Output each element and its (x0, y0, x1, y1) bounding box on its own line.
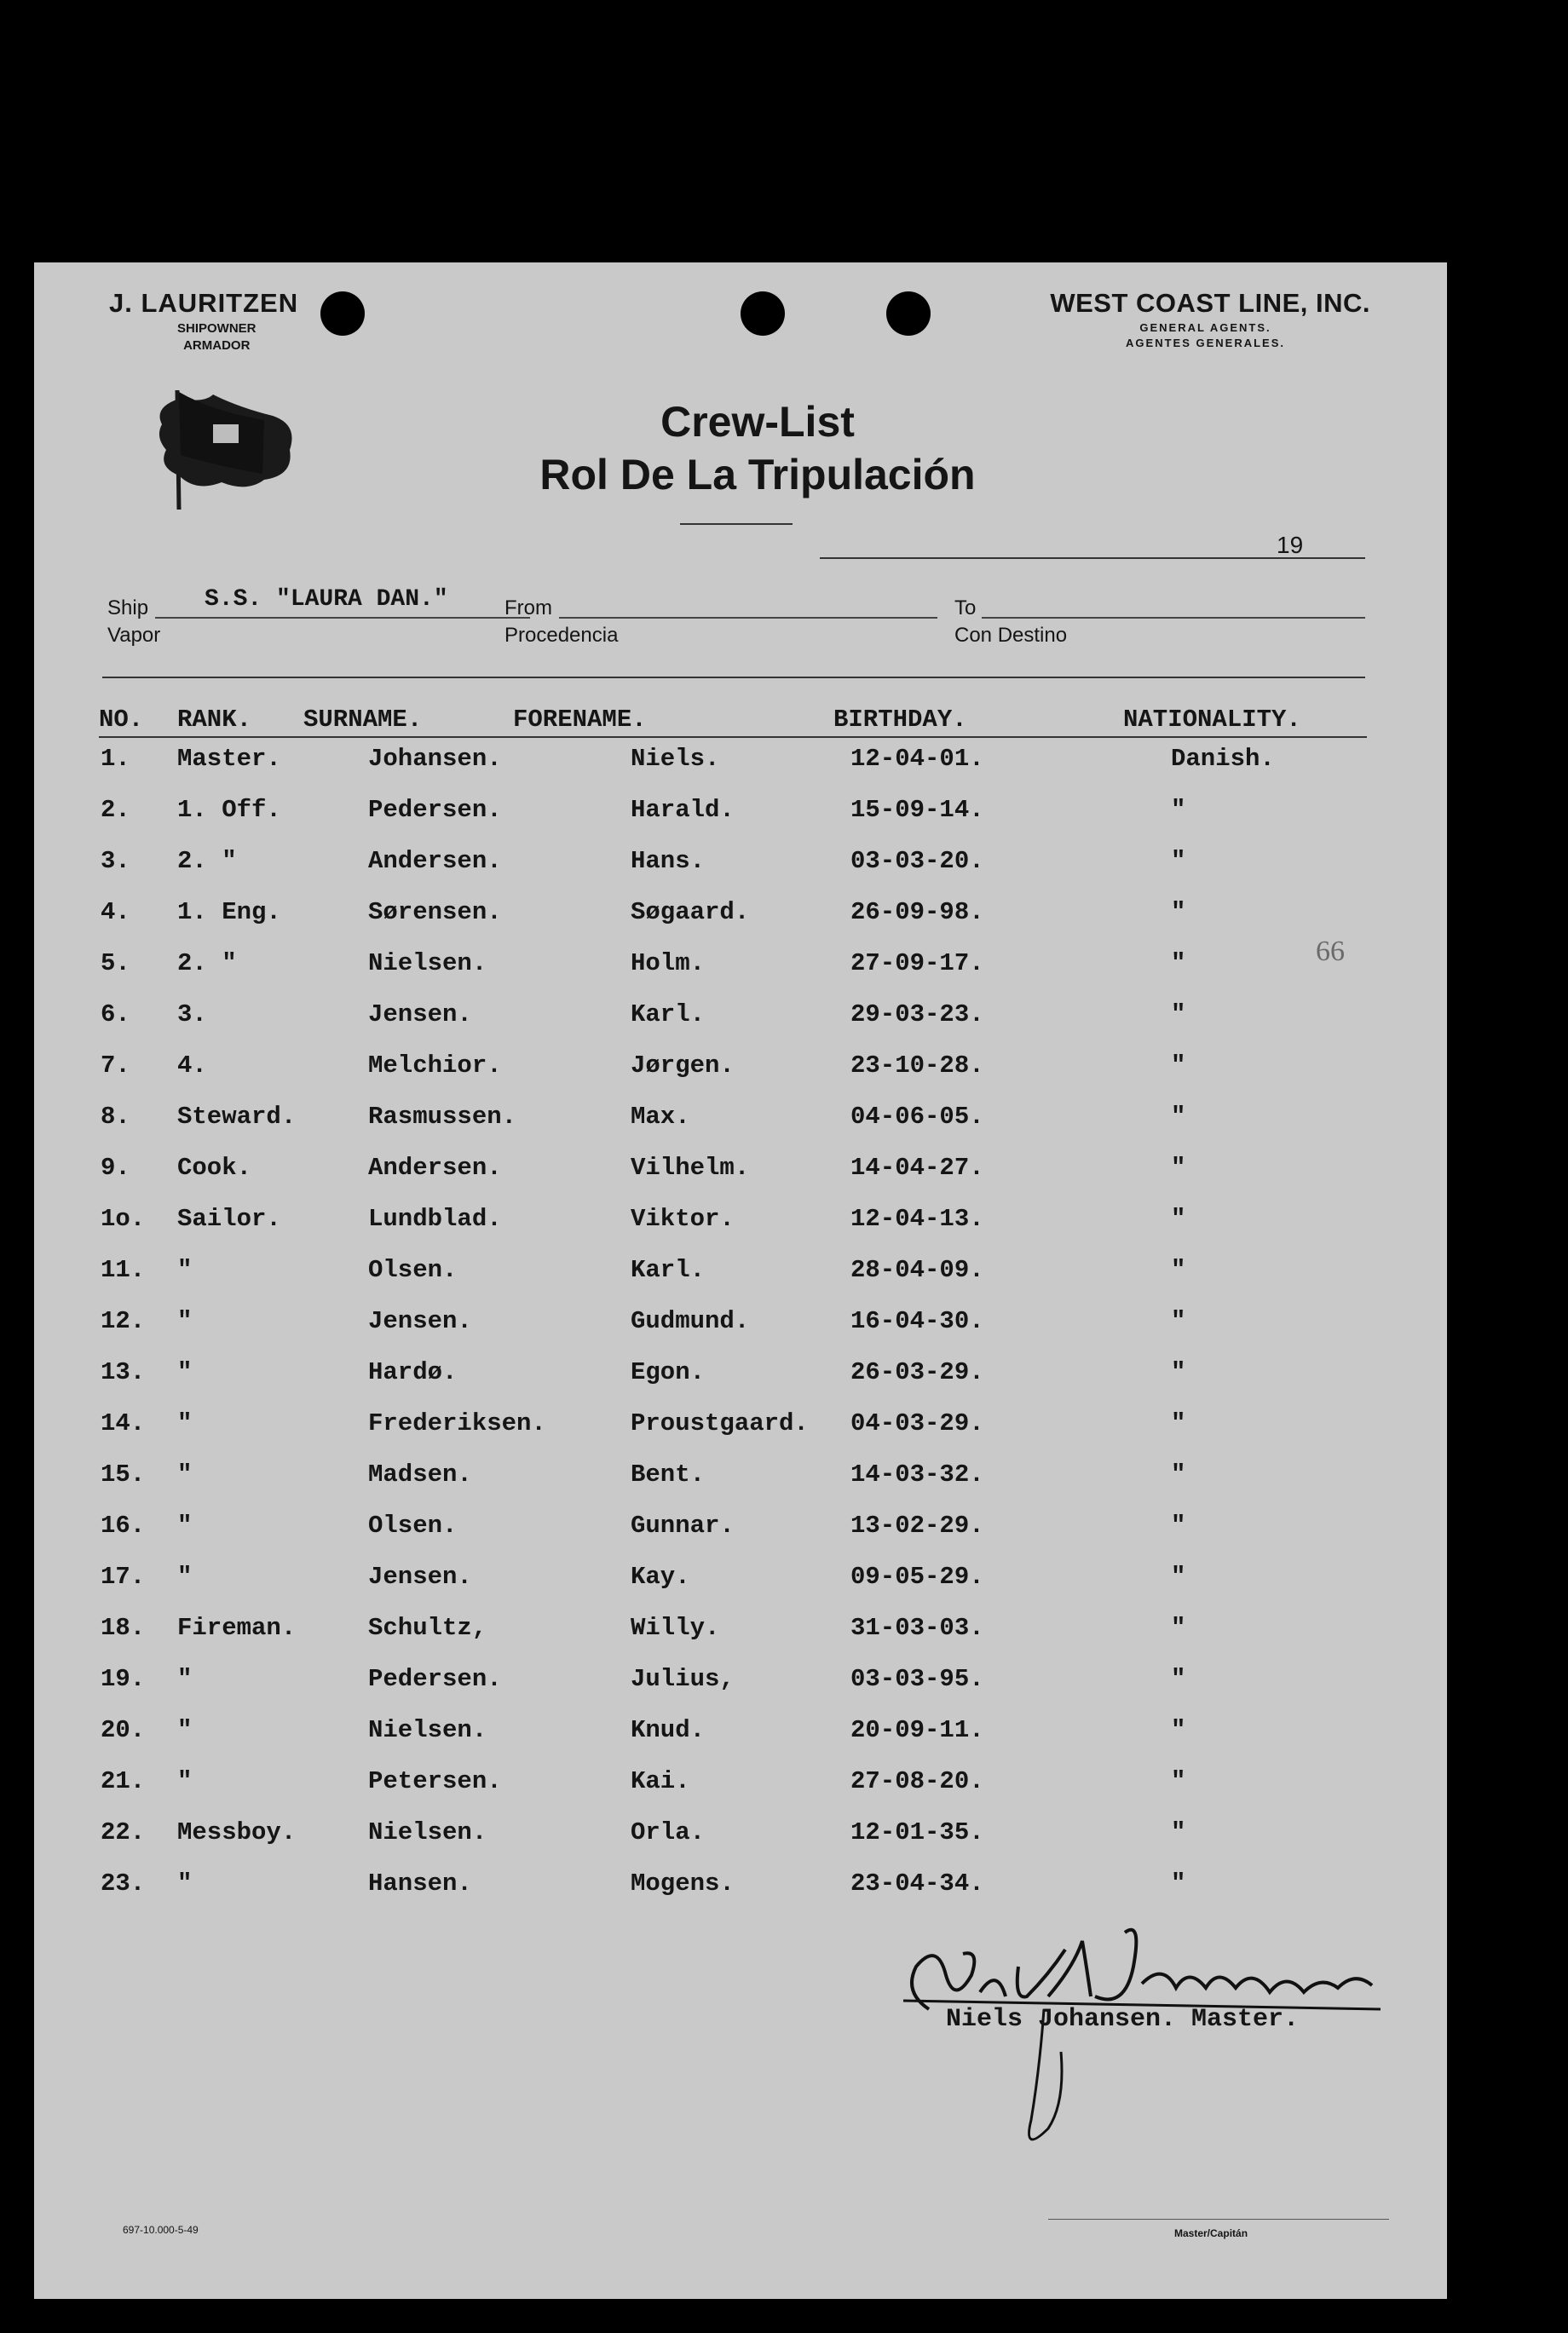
crew-birthday: 27-08-20. (850, 1767, 984, 1795)
crew-birthday: 04-06-05. (850, 1103, 984, 1131)
crew-nationality: " (1171, 1665, 1186, 1693)
owner-subtitle (177, 320, 257, 354)
column-header-birthday: BIRTHDAY. (833, 706, 967, 734)
crew-nationality: " (1171, 1818, 1186, 1846)
crew-rank: 1. Eng. (177, 898, 281, 926)
crew-rank: " (177, 1409, 193, 1437)
crew-nationality: " (1171, 847, 1186, 875)
crew-surname: Petersen. (368, 1767, 502, 1795)
crew-no: 22. (101, 1818, 146, 1846)
crew-nationality: " (1171, 1767, 1186, 1795)
crew-no: 9. (101, 1154, 130, 1182)
crew-surname: Johansen. (368, 745, 502, 773)
crew-rank: " (177, 1869, 193, 1898)
crew-forename: Niels. (631, 745, 720, 773)
crew-no: 13. (101, 1358, 146, 1386)
crew-list-sheet (34, 262, 1447, 2299)
crew-birthday: 14-04-27. (850, 1154, 984, 1182)
crew-forename: Vilhelm. (631, 1154, 750, 1182)
crew-rank: Cook. (177, 1154, 252, 1182)
to-label: To (954, 596, 977, 619)
crew-rank: 4. (177, 1051, 207, 1080)
agent-subtitle (1126, 320, 1285, 351)
crew-nationality: " (1171, 1307, 1186, 1335)
crew-rank: Steward. (177, 1103, 297, 1131)
crew-surname: Olsen. (368, 1256, 458, 1284)
crew-surname: Andersen. (368, 1154, 502, 1182)
crew-rank: " (177, 1716, 193, 1744)
crew-forename: Proustgaard. (631, 1409, 809, 1437)
crew-no: 15. (101, 1460, 146, 1489)
crew-surname: Frederiksen. (368, 1409, 546, 1437)
crew-surname: Sørensen. (368, 898, 502, 926)
column-header-surname: SURNAME. (303, 706, 423, 734)
crew-no: 4. (101, 898, 130, 926)
crew-rank: Messboy. (177, 1818, 297, 1846)
crew-forename: Knud. (631, 1716, 706, 1744)
crew-no: 20. (101, 1716, 146, 1744)
handwritten-signature (869, 1915, 1432, 2171)
crew-rank: Master. (177, 745, 281, 773)
crew-birthday: 26-09-98. (850, 898, 984, 926)
crew-forename: Orla. (631, 1818, 706, 1846)
crew-birthday: 12-04-13. (850, 1205, 984, 1233)
crew-birthday: 27-09-17. (850, 949, 984, 977)
column-header-underline (99, 736, 1367, 738)
owner-subtitle-en: SHIPOWNER (177, 321, 257, 336)
page-subtitle: Rol De La Tripulación (539, 451, 976, 498)
crew-surname: Jensen. (368, 1307, 472, 1335)
crew-surname: Hansen. (368, 1869, 472, 1898)
crew-forename: Bent. (631, 1460, 706, 1489)
crew-rank: Fireman. (177, 1614, 297, 1642)
crew-rank: " (177, 1665, 193, 1693)
crew-birthday: 23-10-28. (850, 1051, 984, 1080)
master-signature-label: Master/Capitán (1174, 2227, 1248, 2239)
crew-surname: Jensen. (368, 1000, 472, 1028)
crew-no: 12. (101, 1307, 146, 1335)
agent-name: WEST COAST LINE, INC. (1050, 288, 1370, 318)
date-year: 19 (1277, 532, 1304, 558)
crew-nationality: " (1171, 1716, 1186, 1744)
to-label-es: Con Destino (954, 624, 1068, 647)
crew-no: 7. (101, 1051, 130, 1080)
punch-hole (741, 291, 785, 336)
crew-nationality: " (1171, 1103, 1186, 1131)
crew-birthday: 12-04-01. (850, 745, 984, 773)
crew-birthday: 13-02-29. (850, 1512, 984, 1540)
crew-forename: Egon. (631, 1358, 706, 1386)
crew-birthday: 03-03-95. (850, 1665, 984, 1693)
crew-birthday: 03-03-20. (850, 847, 984, 875)
owner-subtitle-es: ARMADOR (183, 338, 251, 353)
crew-forename: Harald. (631, 796, 735, 824)
crew-no: 18. (101, 1614, 146, 1642)
crew-surname: Olsen. (368, 1512, 458, 1540)
crew-rank: " (177, 1307, 193, 1335)
crew-birthday: 16-04-30. (850, 1307, 984, 1335)
crew-rank: 1. Off. (177, 796, 281, 824)
crew-no: 3. (101, 847, 130, 875)
crew-nationality: " (1171, 1256, 1186, 1284)
crew-birthday: 23-04-34. (850, 1869, 984, 1898)
to-underline (982, 617, 1365, 619)
from-label: From (504, 596, 552, 619)
crew-forename: Søgaard. (631, 898, 750, 926)
crew-surname: Lundblad. (368, 1205, 502, 1233)
crew-no: 21. (101, 1767, 146, 1795)
crew-surname: Pedersen. (368, 796, 502, 824)
crew-nationality: " (1171, 1614, 1186, 1642)
date-line-tail (1312, 557, 1365, 559)
crew-no: 6. (101, 1000, 130, 1028)
crew-no: 17. (101, 1563, 146, 1591)
crew-surname: Jensen. (368, 1563, 472, 1591)
agent-subtitle-es: AGENTES GENERALES. (1126, 337, 1285, 349)
crew-forename: Holm. (631, 949, 706, 977)
date-line (820, 557, 1312, 559)
punch-hole (886, 291, 931, 336)
crew-rank: " (177, 1460, 193, 1489)
crew-forename: Mogens. (631, 1869, 735, 1898)
crew-rank: 2. " (177, 847, 237, 875)
crew-birthday: 12-01-35. (850, 1818, 984, 1846)
crew-birthday: 04-03-29. (850, 1409, 984, 1437)
signature-typed-name: Niels Johansen. Master. (946, 2005, 1300, 2034)
crew-rank: " (177, 1358, 193, 1386)
column-header-nationality: NATIONALITY. (1123, 706, 1301, 734)
crew-surname: Rasmussen. (368, 1103, 517, 1131)
crew-birthday: 26-03-29. (850, 1358, 984, 1386)
crew-rank: " (177, 1256, 193, 1284)
crew-nationality: " (1171, 949, 1186, 977)
column-header-forename: FORENAME. (513, 706, 647, 734)
ship-underline (155, 617, 530, 619)
crew-nationality: " (1171, 1869, 1186, 1898)
crew-forename: Viktor. (631, 1205, 735, 1233)
crew-no: 1o. (101, 1205, 146, 1233)
crew-surname: Andersen. (368, 847, 502, 875)
header-separator (102, 677, 1365, 678)
crew-nationality: " (1171, 1154, 1186, 1182)
crew-rank: 2. " (177, 949, 237, 977)
agent-subtitle-en: GENERAL AGENTS. (1139, 321, 1271, 334)
crew-surname: Pedersen. (368, 1665, 502, 1693)
crew-no: 1. (101, 745, 130, 773)
crew-surname: Nielsen. (368, 949, 487, 977)
crew-no: 23. (101, 1869, 146, 1898)
crew-forename: Kay. (631, 1563, 690, 1591)
punch-hole (320, 291, 365, 336)
crew-no: 5. (101, 949, 130, 977)
signature-line (1048, 2219, 1389, 2220)
crew-surname: Madsen. (368, 1460, 472, 1489)
crew-birthday: 15-09-14. (850, 796, 984, 824)
crew-forename: Willy. (631, 1614, 720, 1642)
crew-rank: Sailor. (177, 1205, 281, 1233)
crew-no: 14. (101, 1409, 146, 1437)
crew-nationality: " (1171, 898, 1186, 926)
ship-label: Ship (107, 596, 149, 619)
crew-forename: Jørgen. (631, 1051, 735, 1080)
crew-rank: " (177, 1512, 193, 1540)
crew-nationality: " (1171, 1358, 1186, 1386)
crew-surname: Melchior. (368, 1051, 502, 1080)
crew-surname: Nielsen. (368, 1716, 487, 1744)
crew-no: 11. (101, 1256, 146, 1284)
crew-nationality: " (1171, 1563, 1186, 1591)
crew-forename: Gunnar. (631, 1512, 735, 1540)
crew-surname: Hardø. (368, 1358, 458, 1386)
crew-forename: Karl. (631, 1000, 706, 1028)
column-header-no: NO. (99, 706, 144, 734)
from-underline (559, 617, 937, 619)
crew-no: 19. (101, 1665, 146, 1693)
crew-rank: " (177, 1563, 193, 1591)
column-header-rank: RANK. (177, 706, 252, 734)
crew-nationality: " (1171, 1000, 1186, 1028)
crew-forename: Julius, (631, 1665, 735, 1693)
page-title: Crew-List (660, 398, 855, 446)
crew-forename: Hans. (631, 847, 706, 875)
crew-no: 16. (101, 1512, 146, 1540)
crew-rank: " (177, 1767, 193, 1795)
crew-no: 2. (101, 796, 130, 824)
crew-forename: Karl. (631, 1256, 706, 1284)
crew-nationality: " (1171, 1512, 1186, 1540)
crew-surname: Schultz, (368, 1614, 487, 1642)
crew-birthday: 20-09-11. (850, 1716, 984, 1744)
crew-birthday: 31-03-03. (850, 1614, 984, 1642)
crew-birthday: 28-04-09. (850, 1256, 984, 1284)
crew-birthday: 09-05-29. (850, 1563, 984, 1591)
crew-no: 8. (101, 1103, 130, 1131)
crew-birthday: 29-03-23. (850, 1000, 984, 1028)
owner-name: J. LAURITZEN (109, 288, 299, 318)
crew-forename: Gudmund. (631, 1307, 750, 1335)
from-label-es: Procedencia (504, 624, 619, 647)
crew-nationality: " (1171, 1409, 1186, 1437)
crew-birthday: 14-03-32. (850, 1460, 984, 1489)
crew-nationality: " (1171, 1205, 1186, 1233)
ship-name-value: S.S. "LAURA DAN." (205, 586, 448, 613)
print-code: 697-10.000-5-49 (123, 2224, 199, 2236)
crew-rank: 3. (177, 1000, 207, 1028)
ship-label-es: Vapor (107, 624, 161, 647)
margin-note: 66 (1316, 936, 1345, 967)
crew-nationality: Danish. (1171, 745, 1275, 773)
crew-forename: Max. (631, 1103, 690, 1131)
title-divider (680, 523, 793, 525)
crew-nationality: " (1171, 1051, 1186, 1080)
crew-nationality: " (1171, 796, 1186, 824)
crew-forename: Kai. (631, 1767, 690, 1795)
crew-surname: Nielsen. (368, 1818, 487, 1846)
crew-nationality: " (1171, 1460, 1186, 1489)
